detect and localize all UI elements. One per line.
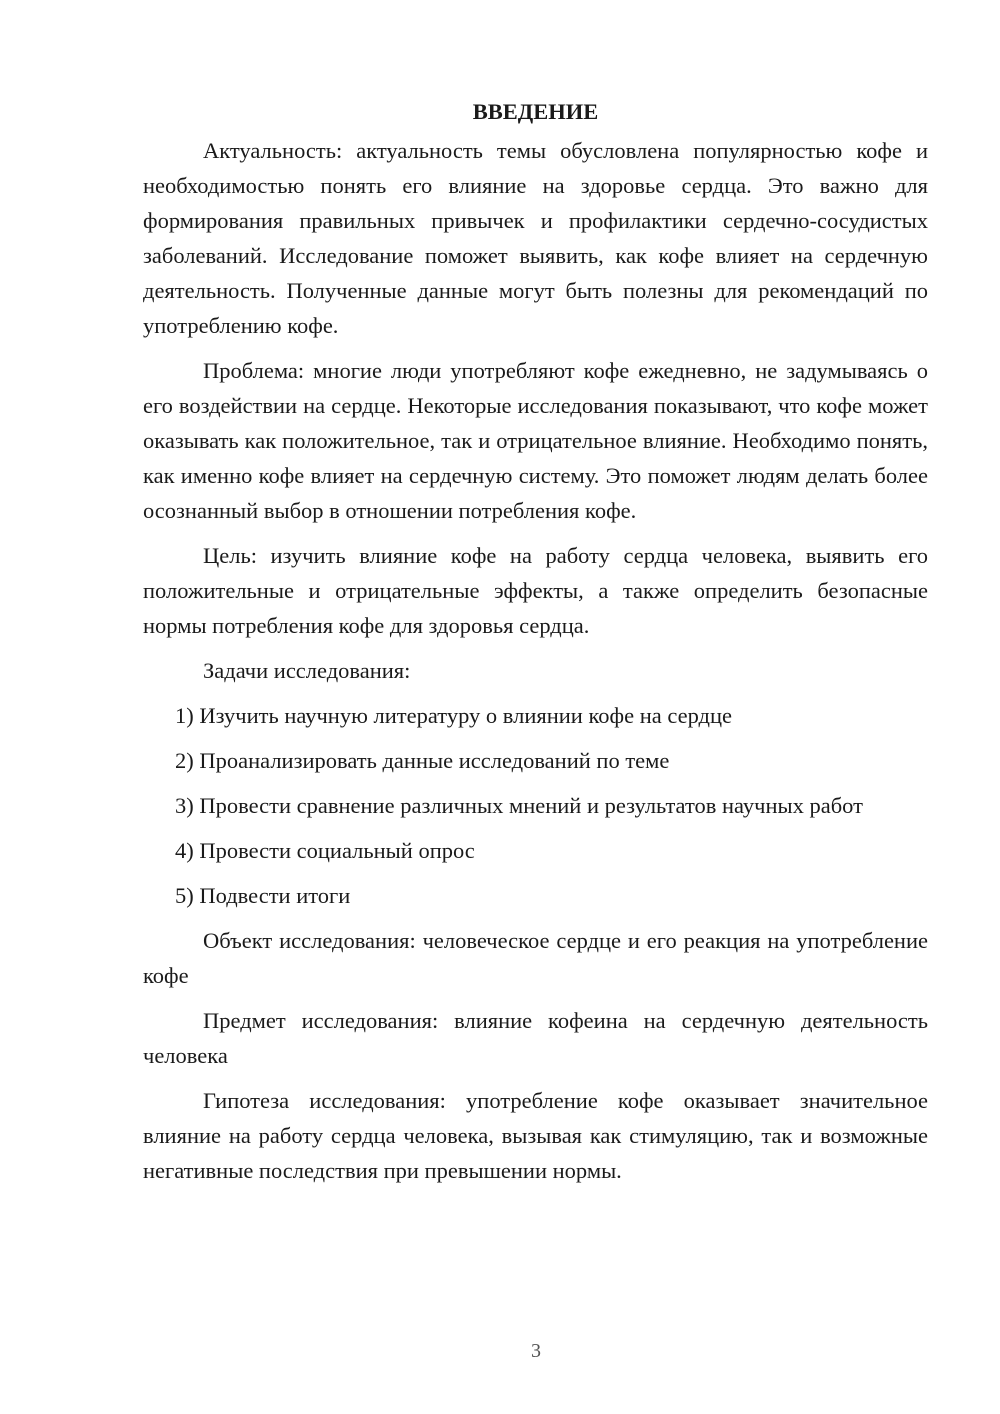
section-title: ВВЕДЕНИЕ <box>472 99 599 124</box>
task-item-2: 2) Проанализировать данные исследований по теме <box>175 748 670 773</box>
tasks-heading: Задачи исследования: <box>203 658 411 683</box>
task-item-4: 4) Провести социальный опрос <box>175 838 475 863</box>
subject-paragraph: Предмет исследования: влияние кофеина на сердечную деятельность человека <box>143 1008 928 1068</box>
task-item-5: 5) Подвести итоги <box>175 883 351 908</box>
hypothesis-paragraph: Гипотеза исследования: употребление кофе оказывает значительное влияние на работу сердца человека, вызывая как стимуляцию, так и возможные негативные последствия при превышении нормы. <box>143 1088 928 1183</box>
object-paragraph: Объект исследования: человеческое сердце и его реакция на употребление кофе <box>143 928 928 988</box>
goal-paragraph: Цель: изучить влияние кофе на работу сердца человека, выявить его положительные и отрицательные эффекты, а также определить безопасные нормы потребления кофе для здоровья сердца. <box>143 543 928 638</box>
page-content <box>143 94 928 1188</box>
task-item-1: 1) Изучить научную литературу о влиянии кофе на сердце <box>175 703 733 728</box>
task-item-3: 3) Провести сравнение различных мнений и результатов научных работ <box>175 793 863 818</box>
problem-paragraph: Проблема: многие люди употребляют кофе ежедневно, не задумываясь о его воздействии на сердце. Некоторые исследования показывают, что кофе может оказывать как положительное, так и отрицательное влияние. Необходимо понять, как именно кофе влияет на сердечную систему. Это поможет людям делать более осознанный выбор в отношении потребления кофе. <box>143 358 928 523</box>
page-number: 3 <box>531 1340 541 1362</box>
relevance-paragraph: Актуальность: актуальность темы обусловлена популярностью кофе и необходимостью понять его влияние на здоровье сердца. Это важно для формирования правильных привычек и профилактики сердечно-сосудистых заболеваний. Исследование поможет выявить, как кофе влияет на сердечную деятельность. Полученные данные могут быть полезны для рекомендаций по употреблению кофе. <box>143 138 928 338</box>
